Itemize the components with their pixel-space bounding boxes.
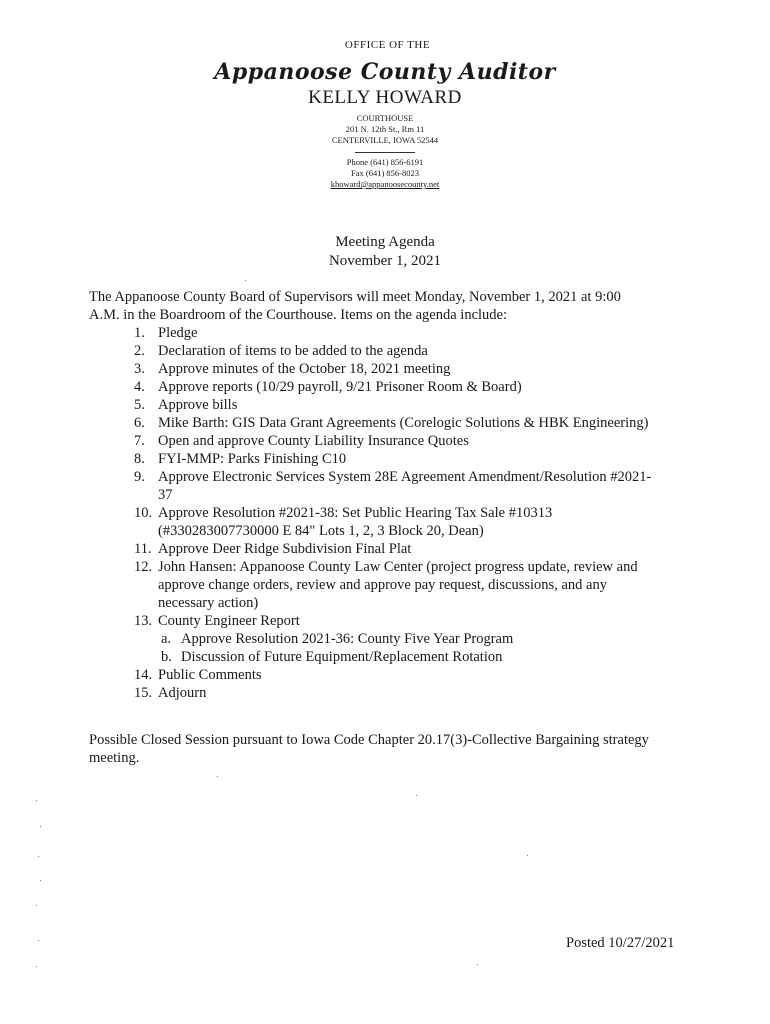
item-number: 3.	[134, 361, 145, 377]
agenda-item-12	[89, 558, 689, 612]
item-text-line: Approve Electronic Services System 28E Agreement Amendment/Resolution #2021-	[158, 469, 652, 485]
item-text-line: Approve Resolution #2021-38: Set Public Hearing Tax Sale #10313	[158, 505, 553, 521]
closing-line: Possible Closed Session pursuant to Iowa Code Chapter 20.17(3)-Collective Bargaining strategy	[89, 732, 649, 748]
item-text-line: John Hansen: Appanoose County Law Center (project progress update, review and	[158, 559, 638, 575]
agenda-item-11	[89, 540, 689, 558]
address-city: CENTERVILLE, IOWA 52544	[331, 135, 439, 145]
scan-speck	[40, 880, 41, 881]
item-text: Declaration of items to be added to the agenda	[158, 343, 428, 359]
intro-line: The Appanoose County Board of Supervisors will meet Monday, November 1, 2021 at 9:00	[89, 289, 621, 305]
item-number: 4.	[134, 379, 145, 395]
subitem-letter: b.	[161, 649, 172, 665]
office-of-label: OFFICE OF THE	[344, 39, 431, 51]
scan-speck	[477, 964, 478, 965]
address-street: 201 N. 12th St., Rm 11	[345, 124, 425, 134]
document-title	[0, 233, 770, 271]
agenda-subitem-13a	[89, 630, 689, 648]
item-text: Approve reports (10/29 payroll, 9/21 Prisoner Room & Board)	[158, 379, 522, 395]
item-number: 14.	[134, 667, 153, 683]
item-text: County Engineer Report	[158, 613, 300, 629]
agenda-item-15	[89, 684, 689, 702]
closed-session-note	[89, 731, 689, 767]
item-number: 7.	[134, 433, 145, 449]
auditor-name: KELLY HOWARD	[308, 87, 462, 108]
office-name-script: Appanoose County Auditor	[214, 59, 556, 85]
letterhead-divider	[355, 152, 415, 153]
scan-speck	[38, 856, 39, 857]
item-number: 13.	[134, 613, 153, 629]
agenda-item-1	[89, 324, 689, 342]
item-number: 6.	[134, 415, 145, 431]
scan-speck	[36, 905, 37, 906]
item-number: 15.	[134, 685, 153, 701]
agenda-item-2	[89, 342, 689, 360]
item-text-line: 37	[158, 487, 173, 503]
item-text: FYI-MMP: Parks Finishing C10	[158, 451, 347, 467]
item-text: Pledge	[158, 325, 198, 341]
item-text: Public Comments	[158, 667, 262, 683]
item-text: Approve Resolution 2021-36: County Five Year Program	[181, 631, 514, 647]
letterhead	[0, 38, 770, 190]
item-text-line: (#330283007730000 E 84" Lots 1, 2, 3 Block 20, Dean)	[158, 523, 484, 539]
item-text: Mike Barth: GIS Data Grant Agreements (Corelogic Solutions & HBK Engineering)	[158, 415, 649, 431]
agenda-item-9	[89, 468, 689, 504]
item-text: Adjourn	[158, 685, 207, 701]
address-building: COURTHOUSE	[356, 113, 414, 123]
agenda-subitem-13b	[89, 648, 689, 666]
scan-speck	[36, 966, 37, 967]
email-link[interactable]: khoward@appanoosecounty.net	[330, 179, 440, 189]
agenda-item-8	[89, 450, 689, 468]
agenda-item-10	[89, 504, 689, 540]
agenda-item-4	[89, 378, 689, 396]
agenda-item-7	[89, 432, 689, 450]
phone-number: Phone (641) 856-6191	[346, 157, 424, 167]
scan-speck	[416, 795, 417, 796]
posted-date: Posted 10/27/2021	[566, 935, 675, 951]
agenda-item-13	[89, 612, 689, 630]
item-text: Open and approve County Liability Insurance Quotes	[158, 433, 469, 449]
item-number: 11.	[134, 541, 152, 557]
scan-speck	[36, 800, 37, 801]
item-number: 1.	[134, 325, 145, 341]
subitem-letter: a.	[161, 631, 172, 647]
agenda-list	[89, 324, 689, 702]
agenda-item-14	[89, 666, 689, 684]
intro-paragraph	[89, 288, 689, 324]
fax-number: Fax (641) 856-8023	[351, 168, 419, 178]
item-text: Approve Deer Ridge Subdivision Final Plat	[158, 541, 412, 557]
title-date: November 1, 2021	[328, 253, 442, 269]
item-number: 12.	[134, 559, 153, 575]
item-text-line: necessary action)	[158, 595, 259, 611]
item-text: Approve bills	[158, 397, 238, 413]
title-meeting-agenda: Meeting Agenda	[335, 234, 435, 250]
scan-speck	[527, 855, 528, 856]
item-number: 9.	[134, 469, 145, 485]
item-text: Approve minutes of the October 18, 2021 meeting	[158, 361, 451, 377]
item-number: 5.	[134, 397, 145, 413]
scan-speck	[38, 940, 39, 941]
scan-speck	[245, 280, 246, 281]
item-number: 10.	[134, 505, 153, 521]
scan-speck	[40, 826, 41, 827]
closing-line: meeting.	[89, 750, 140, 766]
item-text: Discussion of Future Equipment/Replacement Rotation	[181, 649, 503, 665]
item-number: 2.	[134, 343, 145, 359]
scan-speck	[217, 776, 218, 777]
item-number: 8.	[134, 451, 145, 467]
item-text-line: approve change orders, review and approve pay request, discussions, and any	[158, 577, 607, 593]
agenda-item-6	[89, 414, 689, 432]
agenda-item-5	[89, 396, 689, 414]
agenda-item-3	[89, 360, 689, 378]
intro-line: A.M. in the Boardroom of the Courthouse. Items on the agenda include:	[89, 307, 507, 323]
